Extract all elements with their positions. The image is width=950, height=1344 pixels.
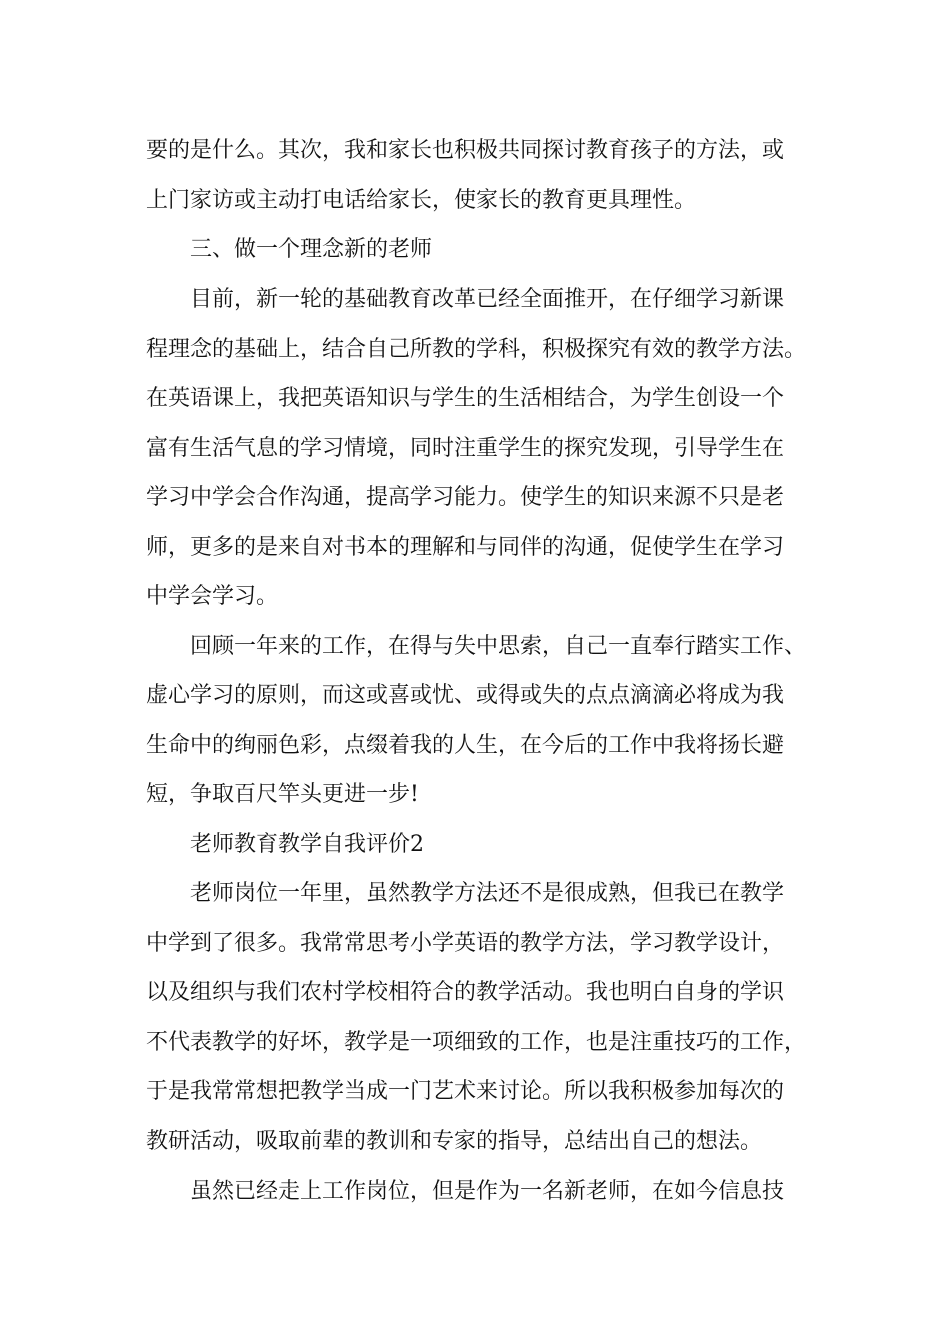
text-line: 于是我常常想把教学当成一门艺术来讨论。所以我积极参加每次的 — [146, 1079, 785, 1104]
text-line: 教研活动，吸取前辈的教训和专家的指导，总结出自己的想法。 — [146, 1129, 763, 1154]
text-line: 学习中学会合作沟通，提高学习能力。使学生的知识来源不只是老 — [146, 485, 785, 510]
section-heading: 三、做一个理念新的老师 — [190, 237, 433, 262]
section-title: 老师教育教学自我评价2 — [190, 832, 424, 857]
text-line: 不代表教学的好坏，教学是一项细致的工作，也是注重技巧的工作， — [146, 1030, 807, 1055]
text-line: 生命中的绚丽色彩，点缀着我的人生，在今后的工作中我将扬长避 — [146, 733, 785, 758]
text-line: 要的是什么。其次，我和家长也积极共同探讨教育孩子的方法，或 — [146, 138, 785, 163]
text-line: 虚心学习的原则，而这或喜或忧、或得或失的点点滴滴必将成为我 — [146, 683, 785, 708]
text-line: 富有生活气息的学习情境，同时注重学生的探究发现，引导学生在 — [146, 436, 785, 461]
paragraph-start-line: 老师岗位一年里，虽然教学方法还不是很成熟，但我已在教学 — [190, 881, 785, 906]
text-line: 中学到了很多。我常常思考小学英语的教学方法，学习教学设计， — [146, 931, 785, 956]
text-line: 程理念的基础上，结合自己所教的学科，积极探究有效的教学方法。 — [146, 337, 807, 362]
text-line: 在英语课上，我把英语知识与学生的生活相结合，为学生创设一个 — [146, 386, 785, 411]
text-line: 师，更多的是来自对书本的理解和与同伴的沟通，促使学生在学习 — [146, 535, 785, 560]
text-line: 中学会学习。 — [146, 584, 279, 609]
text-line: 以及组织与我们农村学校相符合的教学活动。我也明白自身的学识 — [146, 980, 785, 1005]
text-line: 短，争取百尺竿头更进一步! — [146, 782, 419, 807]
text-line: 上门家访或主动打电话给家长，使家长的教育更具理性。 — [146, 188, 697, 213]
paragraph-start-line: 目前，新一轮的基础教育改革已经全面推开，在仔细学习新课 — [190, 287, 785, 312]
paragraph-start-line: 回顾一年来的工作，在得与失中思索，自己一直奉行踏实工作、 — [190, 634, 807, 659]
paragraph-start-line: 虽然已经走上工作岗位，但是作为一名新老师，在如今信息技 — [190, 1179, 785, 1204]
